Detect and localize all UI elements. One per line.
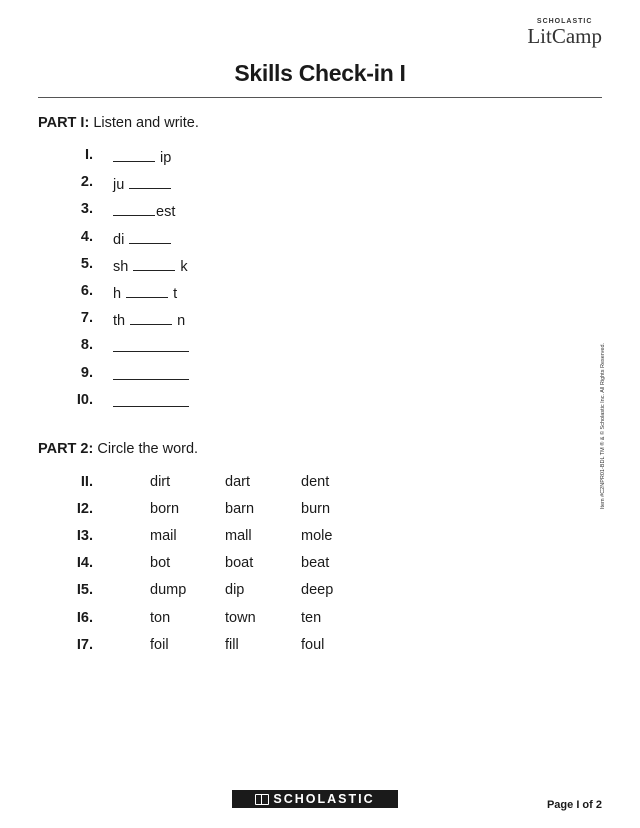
word-suffix: t (173, 286, 178, 302)
word-suffix: k (180, 258, 188, 275)
word-choice[interactable]: dirt (150, 474, 171, 490)
word-choice[interactable]: mail (150, 528, 177, 545)
answer-line[interactable] (113, 392, 189, 411)
question-number: 5. (80, 255, 93, 272)
answer-line[interactable] (113, 147, 171, 166)
part2-label: PART 2: (38, 441, 94, 457)
word-prefix: ju (113, 177, 125, 194)
word-choice[interactable]: beat (301, 555, 330, 572)
word-choice[interactable]: mole (301, 528, 333, 545)
word-choice[interactable]: dent (301, 474, 330, 490)
question-number: I0. (76, 391, 93, 408)
open-book-icon (255, 794, 269, 805)
word-choice[interactable]: barn (225, 501, 255, 518)
word-choice[interactable]: bot (150, 555, 171, 572)
word-choice[interactable]: foil (150, 636, 169, 653)
question-number: I3. (76, 528, 93, 545)
question-number: II. (80, 474, 93, 490)
answer-line[interactable] (113, 174, 171, 193)
fill-in-blank[interactable] (133, 256, 175, 271)
question-number: 9. (80, 364, 93, 381)
part2-instruction: Circle the word. (97, 441, 199, 457)
part1-heading (38, 115, 199, 131)
question-number: I4. (76, 555, 93, 572)
word-choice[interactable]: born (150, 501, 180, 518)
part1-label: PART I: (38, 115, 90, 131)
question-number: 3. (80, 201, 93, 218)
answer-line[interactable] (113, 229, 171, 248)
question-number: 7. (80, 310, 93, 327)
part2-heading (38, 441, 198, 457)
word-choice[interactable]: dump (150, 582, 187, 599)
word-prefix: th (113, 313, 126, 330)
answer-line[interactable] (113, 310, 185, 329)
page-number: Page I of 2 (546, 799, 602, 811)
question-number: 2. (80, 174, 93, 191)
word-prefix: di (113, 231, 125, 248)
fill-in-blank[interactable] (129, 229, 171, 244)
question-number: I7. (76, 636, 93, 653)
brand-name: LitCamp (527, 24, 602, 48)
answer-line[interactable] (113, 365, 189, 384)
question-number: I6. (76, 609, 93, 626)
fill-in-blank[interactable] (113, 201, 155, 216)
page-title: Skills Check-in I (234, 60, 406, 86)
title-divider (38, 97, 602, 98)
copyright-note: Item #C2NPR01-BDL TM ® & © Scholastic Inc. All Rights Reserved. (600, 342, 606, 510)
word-choice[interactable]: dip (225, 582, 245, 599)
part1-instruction: Listen and write. (93, 115, 199, 131)
fill-in-blank[interactable] (126, 283, 168, 298)
word-choice[interactable]: foul (301, 636, 325, 653)
word-choice[interactable]: dart (225, 474, 250, 490)
word-suffix: n (177, 313, 186, 330)
question-number: 8. (80, 337, 93, 354)
question-number: 4. (80, 228, 93, 245)
word-choice[interactable]: town (225, 609, 256, 626)
answer-line[interactable] (113, 337, 189, 356)
fill-in-blank[interactable] (113, 147, 155, 162)
word-choice[interactable]: ton (150, 609, 171, 626)
question-number: 6. (80, 283, 93, 299)
fill-in-blank[interactable] (130, 310, 172, 325)
word-prefix: h (113, 286, 122, 302)
fill-in-blank[interactable] (113, 365, 189, 380)
brand-publisher: SCHOLASTIC (536, 18, 593, 25)
scholastic-footer-logo (232, 790, 398, 808)
answer-line[interactable] (113, 201, 175, 220)
word-choice[interactable]: boat (225, 555, 254, 572)
answer-line[interactable] (113, 283, 177, 302)
litcamp-logo (527, 18, 602, 46)
word-suffix: ip (160, 150, 172, 166)
word-choice[interactable]: deep (301, 582, 334, 599)
question-number: I2. (76, 501, 93, 518)
fill-in-blank[interactable] (129, 174, 171, 189)
word-choice[interactable]: mall (225, 528, 252, 545)
fill-in-blank[interactable] (113, 337, 189, 352)
word-choice[interactable]: fill (225, 636, 239, 653)
question-number: I5. (76, 582, 93, 599)
word-prefix: sh (113, 258, 129, 275)
word-choice[interactable]: burn (301, 501, 331, 518)
answer-line[interactable] (113, 256, 188, 275)
word-choice[interactable]: ten (301, 609, 322, 626)
fill-in-blank[interactable] (113, 392, 189, 407)
footer-logo-text: SCHOLASTIC (273, 792, 375, 806)
question-number: I. (84, 147, 93, 163)
word-suffix: est (156, 204, 176, 221)
